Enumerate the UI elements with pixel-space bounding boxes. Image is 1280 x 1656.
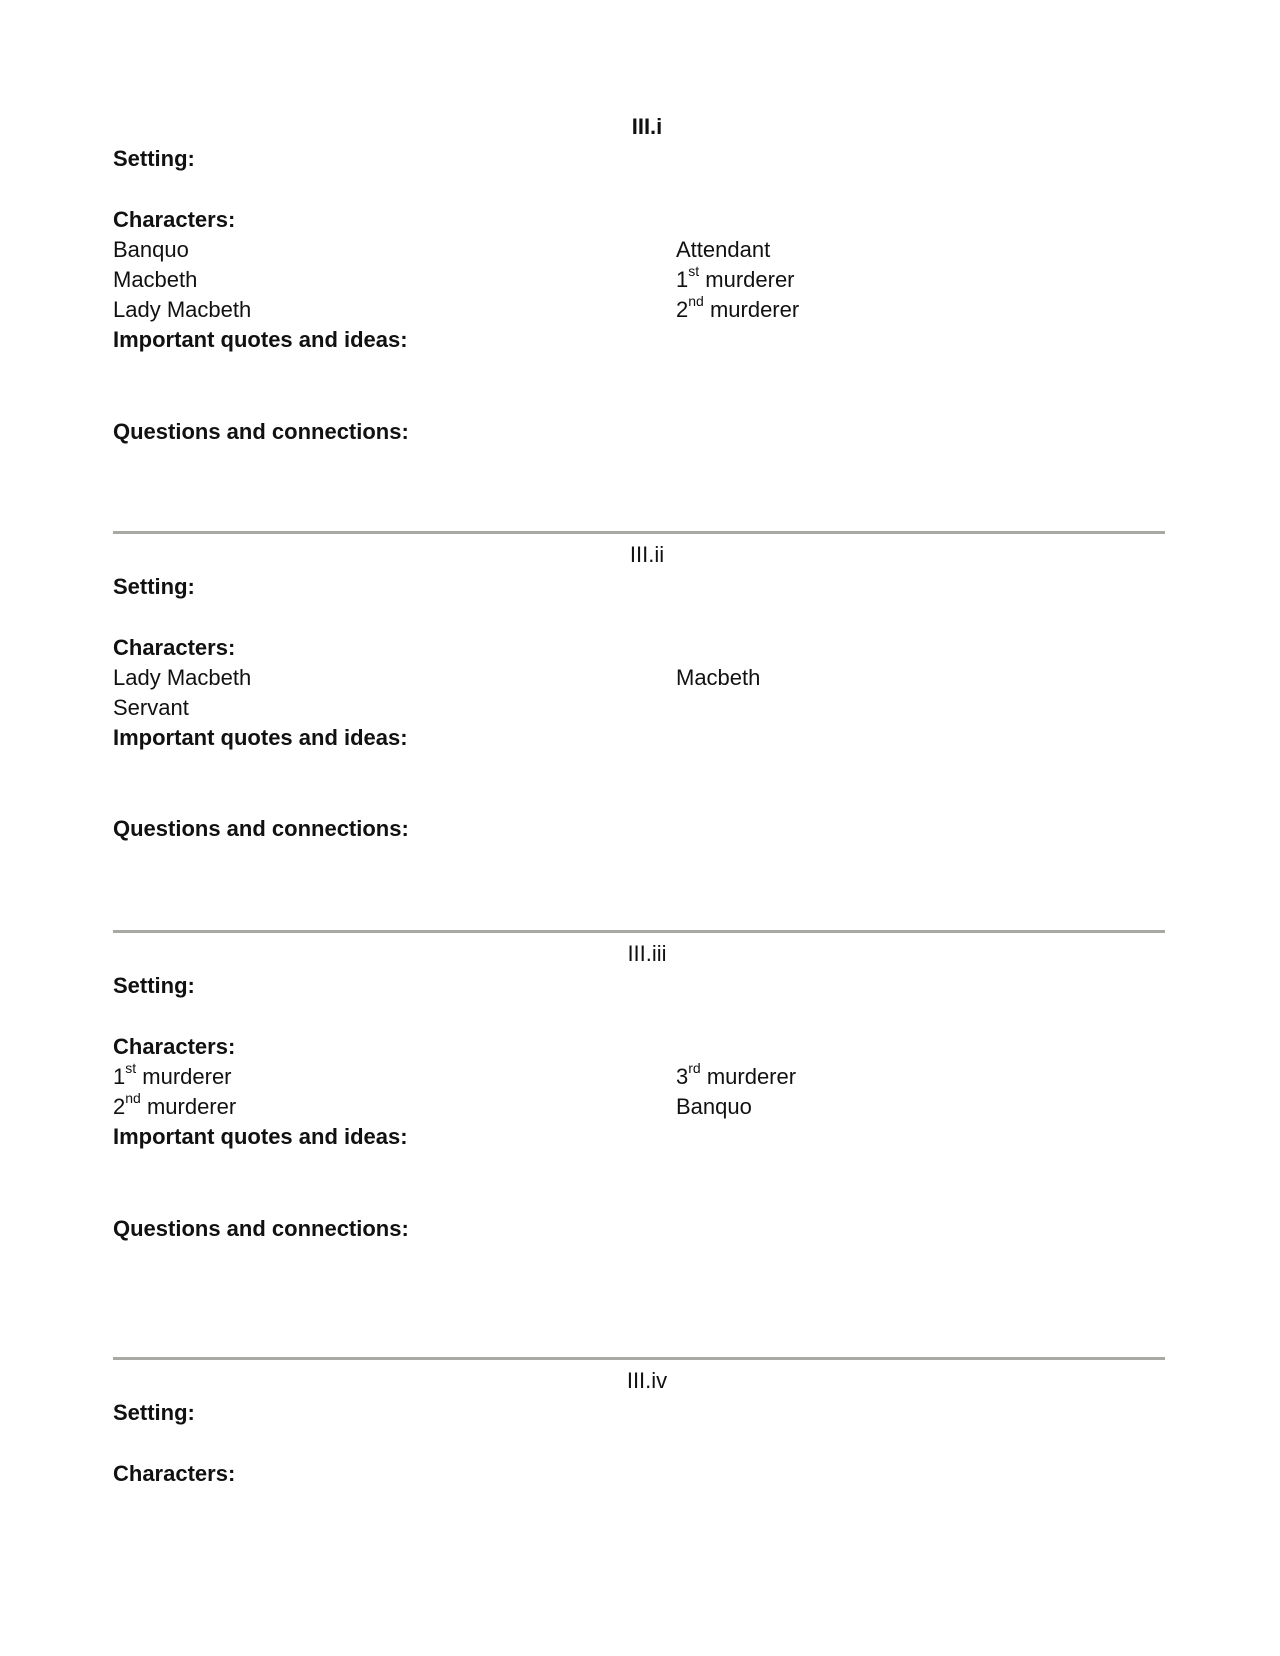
- setting-label: Setting:: [113, 973, 195, 998]
- character-item: Attendant: [676, 237, 771, 262]
- quotes-label: Important quotes and ideas:: [113, 327, 408, 352]
- scene-title: III.iv: [626, 1368, 668, 1393]
- section-divider: [113, 1357, 1165, 1360]
- setting-label: Setting:: [113, 146, 195, 171]
- characters-label: Characters:: [113, 1034, 236, 1059]
- character-item: 2nd murderer: [113, 1089, 237, 1119]
- character-item: 2nd murderer: [676, 292, 800, 322]
- character-item: Macbeth: [113, 267, 198, 292]
- character-item: 1st murderer: [113, 1059, 232, 1089]
- setting-label: Setting:: [113, 1400, 195, 1425]
- quotes-label: Important quotes and ideas:: [113, 1124, 408, 1149]
- character-item: Banquo: [676, 1094, 752, 1119]
- character-item: Servant: [113, 695, 189, 720]
- scene-title: III.ii: [629, 542, 665, 567]
- characters-label: Characters:: [113, 635, 236, 660]
- character-item: Lady Macbeth: [113, 665, 252, 690]
- questions-label: Questions and connections:: [113, 419, 409, 444]
- section-divider: [113, 930, 1165, 933]
- character-item: Lady Macbeth: [113, 297, 252, 322]
- character-item: Banquo: [113, 237, 189, 262]
- characters-label: Characters:: [113, 1461, 236, 1486]
- questions-label: Questions and connections:: [113, 1216, 409, 1241]
- scene-title: III.iii: [627, 941, 667, 966]
- setting-label: Setting:: [113, 574, 195, 599]
- characters-label: Characters:: [113, 207, 236, 232]
- character-item: 3rd murderer: [676, 1059, 797, 1089]
- section-divider: [113, 531, 1165, 534]
- scene-title: III.i: [631, 114, 663, 139]
- character-item: 1st murderer: [676, 262, 795, 292]
- character-item: Macbeth: [676, 665, 761, 690]
- quotes-label: Important quotes and ideas:: [113, 725, 408, 750]
- questions-label: Questions and connections:: [113, 816, 409, 841]
